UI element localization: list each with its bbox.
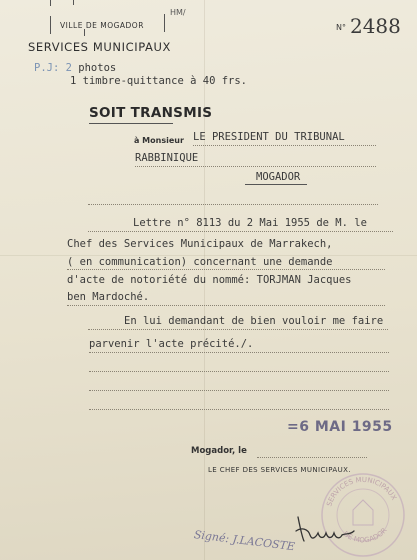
signed-by: Signé: J.LACOSTE (193, 528, 296, 554)
recipient-line2: RABBINIQUE (135, 152, 199, 164)
dotted-line (88, 204, 378, 205)
dotted-line (89, 352, 389, 353)
dotted-line (89, 371, 389, 372)
dotted-line (67, 269, 385, 270)
dotted-line (67, 305, 385, 306)
handwritten-signature (290, 505, 360, 550)
ville-heading: VILLE DE MOGADOR (60, 21, 144, 30)
body-line4: d'acte de notoriété du nommé: TORJMAN Jacques (67, 274, 352, 286)
number-label: N° (336, 23, 346, 32)
services-heading: SERVICES MUNICIPAUX (28, 40, 171, 54)
enclosures-qty: 2 (65, 62, 72, 74)
body-line1: Lettre n° 8113 du 2 Mai 1955 de M. le (133, 217, 367, 229)
header-tick-left2 (73, 0, 74, 5)
reference-number (336, 14, 401, 38)
body-line5: ben Mardoché. (67, 291, 150, 303)
dotted-line (88, 329, 388, 330)
number-value: 2488 (349, 14, 401, 38)
title-underline (89, 123, 173, 124)
dotted-line (89, 390, 389, 391)
enclosures-label: P.J: (34, 62, 60, 74)
place-date-label: Mogador, le (191, 446, 247, 456)
dotted-line (193, 145, 376, 146)
svg-text:DE MOGADOR: DE MOGADOR (341, 526, 389, 545)
header-tick-center (84, 29, 85, 36)
enclosures-line2: 1 timbre-quittance à 40 frs. (70, 75, 248, 87)
svg-text:SERVICES MUNICIPAUX: SERVICES MUNICIPAUX (325, 475, 398, 508)
enclosures-line1-text: photos (78, 62, 117, 74)
date-stamp: =6 MAI 1955 (287, 419, 393, 435)
recipient-line1: LE PRESIDENT DU TRIBUNAL (193, 131, 345, 143)
body-line3: ( en communication) concernant une demande (67, 256, 333, 268)
header-bar-right (164, 14, 165, 32)
header-bar-left (50, 16, 51, 34)
recipient-line3: MOGADOR (256, 171, 301, 183)
dotted-line (89, 409, 389, 410)
header-tick-left (50, 0, 51, 6)
enclosures-block (34, 62, 247, 88)
handwritten-mark: HM/ (170, 8, 186, 17)
recipient-underline (245, 184, 307, 185)
dotted-line (88, 231, 393, 232)
document-title: SOIT TRANSMIS (89, 105, 213, 121)
body-line2: Chef des Services Municipaux de Marrakech, (67, 238, 333, 250)
recipient-prefix: à Monsieur (134, 136, 184, 145)
dotted-line (135, 166, 376, 167)
dotted-line (257, 457, 367, 458)
body-line6: En lui demandant de bien vouloir me faire (124, 315, 384, 327)
signatory-title: LE CHEF DES SERVICES MUNICIPAUX. (208, 466, 351, 474)
body-line7: parvenir l'acte précité./. (89, 338, 254, 350)
